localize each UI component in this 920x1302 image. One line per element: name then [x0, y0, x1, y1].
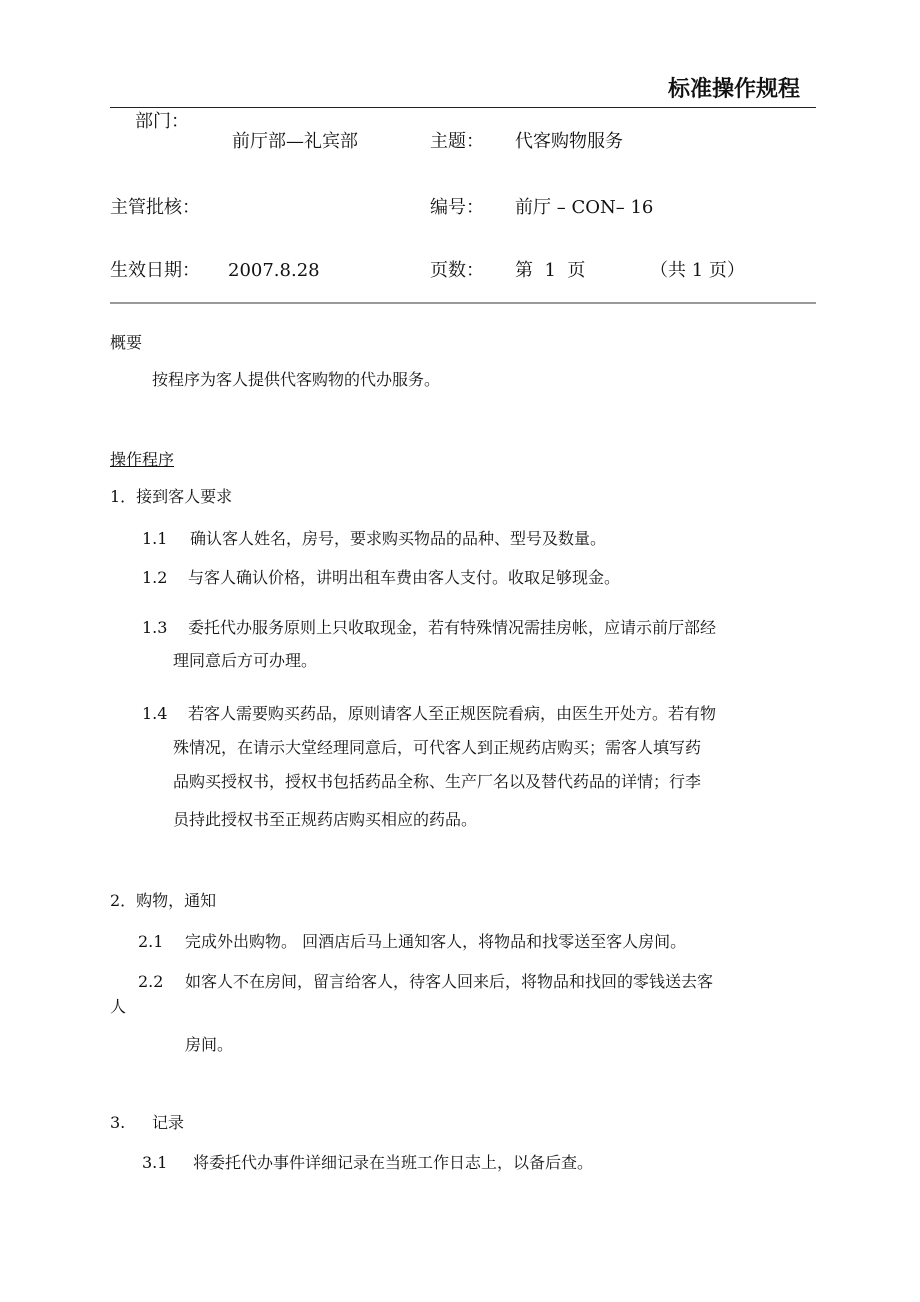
number-label: 编号： [430, 197, 484, 218]
item-number: 1.2 [142, 568, 168, 587]
number-value: 前厅 – CON– 16 [515, 197, 654, 218]
header-bottom-rule [110, 302, 816, 304]
total-pages: （共 1 页） [650, 260, 745, 281]
item-text: 品购买授权书，授权书包括药品全称、生产厂名以及替代药品的详情；行李 [173, 772, 702, 791]
pages-label: 页数： [430, 260, 484, 281]
item-number: 1.1 [142, 529, 168, 548]
summary-text: 按程序为客人提供代客购物的代办服务。 [152, 370, 441, 389]
header-top-rule [110, 107, 816, 108]
date-value: 2007.8.28 [228, 260, 320, 281]
procedure-heading: 操作程序 [110, 450, 175, 469]
summary-heading: 概要 [110, 333, 143, 352]
item-text: 人 [110, 997, 127, 1016]
item-text: 若客人需要购买药品，原则请客人至正规医院看病，由医生开处方。若有物 [188, 704, 717, 723]
section-2-title: 2．购物，通知 [110, 891, 217, 910]
date-label: 生效日期： [110, 260, 200, 281]
document-type-title: 标准操作规程 [668, 77, 801, 102]
item-text: 与客人确认价格，讲明出租车费由客人支付。收取足够现金。 [188, 568, 621, 587]
item-text: 完成外出购物。 回酒店后马上通知客人，将物品和找零送至客人房间。 [185, 932, 687, 951]
section-3-number: 3. [110, 1113, 126, 1132]
item-text: 员持此授权书至正规药店购买相应的药品。 [173, 810, 478, 829]
section-1-title: 1．接到客人要求 [110, 487, 233, 506]
item-text: 殊情况，在请示大堂经理同意后，可代客人到正规药店购买；需客人填写药 [173, 738, 702, 757]
subject-label: 主题： [430, 131, 484, 152]
item-text: 房间。 [185, 1035, 234, 1054]
item-text: 将委托代办事件详细记录在当班工作日志上，以备后查。 [193, 1153, 594, 1172]
page-value: 第 1 页 [515, 260, 586, 281]
item-number: 1.3 [142, 618, 168, 637]
item-number: 2.2 [138, 972, 164, 991]
section-3-title: 记录 [152, 1113, 185, 1132]
item-text: 委托代办服务原则上只收取现金，若有特殊情况需挂房帐，应请示前厅部经 [188, 618, 717, 637]
item-number: 1.4 [142, 704, 168, 723]
subject-value: 代客购物服务 [515, 131, 623, 152]
item-text: 确认客人姓名，房号，要求购买物品的品种、型号及数量。 [190, 529, 607, 548]
dept-label: 部门： [135, 111, 189, 132]
item-text: 如客人不在房间，留言给客人，待客人回来后，将物品和找回的零钱送去客 [185, 972, 714, 991]
item-number: 3.1 [142, 1153, 168, 1172]
approval-label: 主管批核： [110, 197, 200, 218]
dept-value: 前厅部—礼宾部 [232, 131, 358, 152]
item-number: 2.1 [138, 932, 164, 951]
item-text: 理同意后方可办理。 [173, 651, 318, 670]
